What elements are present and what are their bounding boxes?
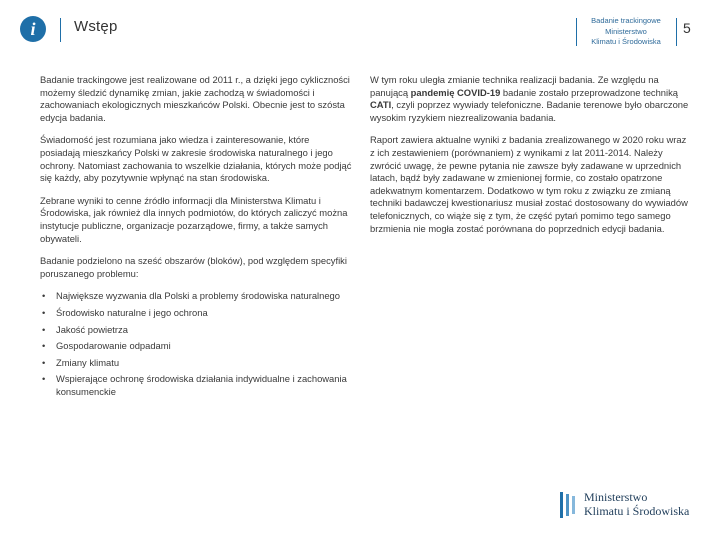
left-column [40, 74, 352, 402]
awareness-paragraph: Świadomość jest rozumiana jako wiedza i zainteresowanie, które posiadają mieszkańcy Polski w zakresie środowiska naturalnego i jego ochrony. Natomiast zachowania to wszelkie działania, których może podjąć się każdy, aby pozytywnie wpłynąć na stan środowiska. [40, 134, 352, 184]
list-item: • Zmiany klimatu [40, 357, 352, 370]
header-source-line3: Klimatu i Środowiska [591, 37, 661, 46]
header-source-line1: Badanie trackingowe [591, 16, 661, 25]
logo-line1: Ministerstwo [584, 490, 648, 504]
header-divider-right [676, 18, 677, 46]
list-item: • Największe wyzwania dla Polski a problemy środowiska naturalnego [40, 290, 352, 303]
logo-line2: Klimatu i Środowiska [584, 504, 690, 518]
blocks-paragraph: Badanie podzielono na sześć obszarów (bloków), pod względem specyfiki poruszanego problemu: [40, 255, 347, 279]
right-column [370, 74, 690, 245]
list-item: • Jakość powietrza [40, 324, 352, 337]
ministry-logo-mark [560, 492, 580, 518]
list-item: • Wspierające ochronę środowiska działania indywidualne i zachowania konsumenckie [40, 373, 352, 398]
header-source [580, 16, 672, 48]
intro-paragraph: Badanie trackingowe jest realizowane od 2011 r., a dzięki jego cykliczności możemy śledzić dynamikę zmian, jakie zachodzą w świadomości i zachowaniach ekologicznych mieszkańców Polski. Obecnie jest to szósta edycja badania. [40, 74, 350, 123]
header-source-line2: Ministerstwo [605, 26, 647, 36]
title-divider [60, 18, 61, 42]
page-number: 5 [683, 20, 691, 36]
blocks-list [40, 290, 352, 398]
ministry-logo [560, 490, 700, 520]
results-paragraph: Zebrane wyniki to cenne źródło informacji dla Ministerstwa Klimatu i Środowiska, jak również dla innych podmiotów, do których zaliczyć można instytucje publiczne, organizacje pozarządowe, firmy, a także samych obywateli. [40, 194, 348, 244]
list-item: • Gospodarowanie odpadami [40, 340, 352, 353]
ministry-logo-text [584, 490, 689, 518]
page-title: Wstęp [74, 18, 118, 35]
method-text-1: W tym roku uległa zmianie technika realizacji badania. Ze względu na panującą [370, 74, 659, 98]
method-paragraph [370, 74, 690, 124]
cati-emphasis: CATI [370, 99, 392, 111]
header-divider-left [576, 18, 577, 46]
info-icon: i [20, 16, 46, 42]
method-text-2: badanie zostało przeprowadzone techniką [500, 86, 679, 98]
pandemic-emphasis: pandemię COVID-19 [410, 86, 501, 98]
list-item: • Środowisko naturalne i jego ochrona [40, 307, 352, 320]
report-paragraph: Raport zawiera aktualne wyniki z badania zrealizowanego w 2020 roku wraz z ich zestawieniem (porównaniem) z wynikami z lat 2011-2014. Należy zwrócić uwagę, że pewne pytania nie zawsze były zadawane w uprzednich latach, bądź były zadawane w zmienionej formie, co zostało opatrzone adekwatnym komentarzem. Dodatkowo w tym roku z związku ze zmianą techniki badawczej kwestionariusz musiał zostać dostosowany do wywiadów telefonicznych, co wiąże się z tym, że część pytań pomimo tego samego brzmienia nie mogła zostać porównana do poprzednich edycji badania. [370, 134, 688, 234]
method-text-3: , czyli poprzez wywiady telefoniczne. Badanie terenowe było obarczone wysokim ryzykiem niezrealizowania badania. [370, 99, 689, 123]
